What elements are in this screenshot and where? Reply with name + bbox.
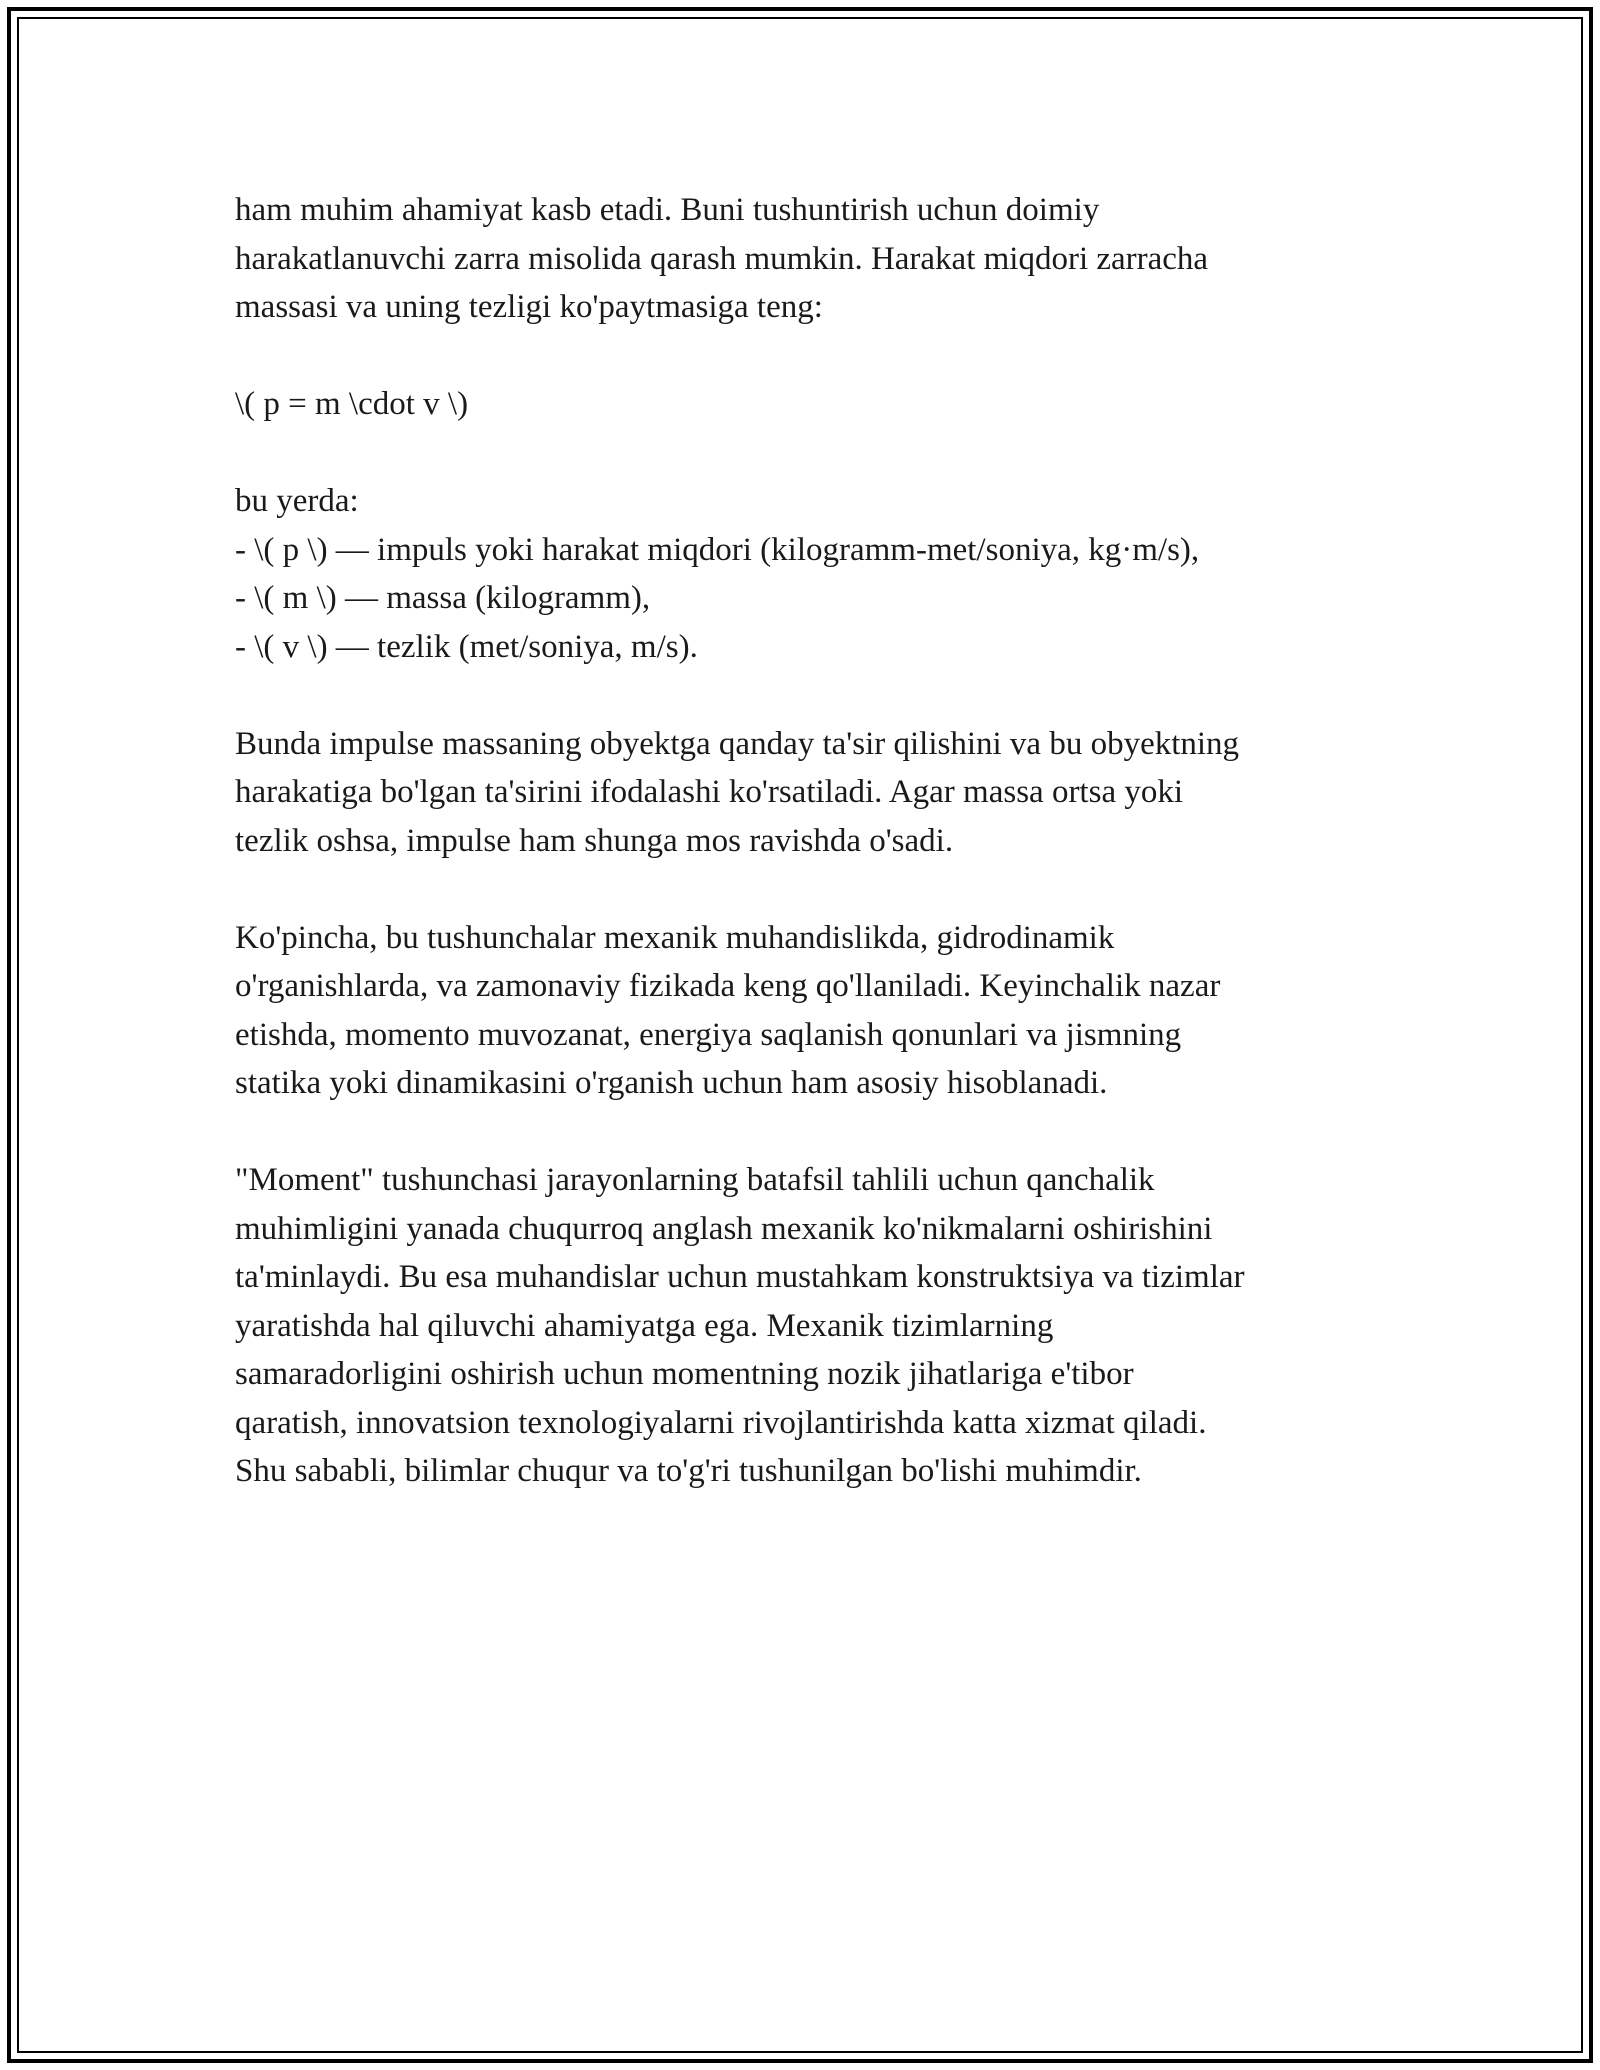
document-body xyxy=(235,186,1385,1544)
paragraph-applications: Ko'pincha, bu tushunchalar mexanik muhandislikda, gidrodinamik o'rganishlarda, va zamonaviy fizikada keng qo'llaniladi. Keyinchalik nazar etishda, momento muvozanat, energiya saqlanish qonunlari va jismning statika yoki dinamikasini o'rganish uchun ham asosiy hisoblanadi. xyxy=(235,919,1221,1101)
formula-momentum: \( p = m \cdot v \) xyxy=(235,386,469,422)
paragraph-moment-importance: "Moment" tushunchasi jarayonlarning batafsil tahlili uchun qanchalik muhimligini yanada chuqurroq anglash mexanik ko'nikmalarni oshirishini ta'minlaydi. Bu esa muhandislar uchun mustahkam konstruktsiya va tizimlar yaratishda hal qiluvchi ahamiyatga ega. Mexanik tizimlarning samaradorligini oshirish uchun momentning nozik jihatlariga e'tibor qaratish, innovatsion texnologiyalarni rivojlantirishda katta xizmat qiladi. Shu sababli, bilimlar chuqur va to'g'ri tushunilgan bo'lishi muhimdir. xyxy=(235,1162,1245,1489)
paragraph-intro: ham muhim ahamiyat kasb etadi. Buni tushuntirish uchun doimiy harakatlanuvchi zarra misolida qarash mumkin. Harakat miqdori zarracha massasi va uning tezligi ko'paytmasiga teng: xyxy=(235,192,1209,325)
paragraph-impulse-effect: Bunda impulse massaning obyektga qanday ta'sir qilishini va bu obyektning harakatiga bo'lgan ta'sirini ifodalashi ko'rsatiladi. Agar massa ortsa yoki tezlik oshsa, impulse ham shunga mos ravishda o'sadi. xyxy=(235,725,1240,859)
variable-definitions: bu yerda: - \( p \) — impuls yoki harakat miqdori (kilogramm-met/soniya, kg·m/s), - \( m \) — massa (kilogramm), - \( v \) — tezlik (met/soniya, m/s). xyxy=(235,483,1200,665)
